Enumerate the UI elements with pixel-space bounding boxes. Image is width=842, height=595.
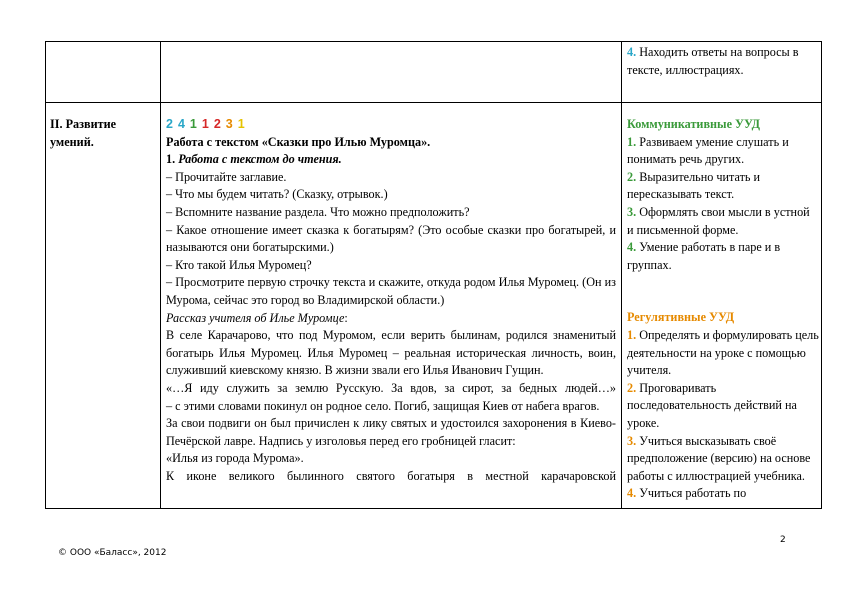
item-text: Проговаривать последовательность действий на уроке. <box>627 380 797 430</box>
regul-item <box>627 485 819 503</box>
digit: 1 <box>201 117 209 131</box>
item-text: Развиваем умение слушать и понимать речь других. <box>627 134 789 167</box>
lesson-content <box>166 116 616 485</box>
komm-item <box>627 239 819 274</box>
lesson-table <box>45 41 822 509</box>
digit: 2 <box>166 117 173 131</box>
komm-heading: Коммуникативные УУД <box>627 117 761 131</box>
question-line: – Просмотрите первую строчку текста и скажите, откуда родом Илья Муромец. (Он из Мурома, сейчас это город во Владимирской области.) <box>166 275 616 307</box>
item-number: 2. <box>627 169 637 184</box>
question-line: – Какое отношение имеет сказка к богатырям? (Это особые сказки про богатырей, и называются они богатырскими.) <box>166 222 616 255</box>
question-line: – Вспомните название раздела. Что можно предположить? <box>166 204 470 219</box>
item-number: 4. <box>627 45 637 59</box>
color-digit-row <box>166 116 616 134</box>
story-paragraph: «Илья из города Мурома». <box>166 451 304 466</box>
item-number: 2. <box>627 380 637 395</box>
uud-column <box>627 116 819 503</box>
digit: 4 <box>177 117 185 131</box>
page-number: 2 <box>780 535 786 545</box>
item-text: Учиться работать по <box>639 486 747 501</box>
table-bottom-border <box>45 508 822 509</box>
table-top-border <box>45 41 822 42</box>
komm-item <box>627 134 819 169</box>
story-colon: : <box>344 310 348 325</box>
item-text: Учиться высказывать своё предположение (версию) на основе работы с иллюстрацией учебника. <box>627 433 811 483</box>
story-heading: Рассказ учителя об Илье Муромце <box>166 310 345 325</box>
item-text: Умение работать в паре и в группах. <box>627 240 781 272</box>
column-divider-2 <box>621 41 622 509</box>
komm-item <box>627 204 819 239</box>
quote-line: «…Я иду служить за землю Русскую. За вдов, за сирот, за бедных людей…» <box>166 380 616 395</box>
digit: 2 <box>213 117 221 131</box>
digit: 1 <box>237 117 245 131</box>
item-text: Находить ответы на вопросы в тексте, иллюстрациях. <box>627 45 799 77</box>
item-text: Определять и формулировать цель деятельности на уроке с помощью учителя. <box>627 327 819 378</box>
question-line: – Кто такой Илья Муромец? <box>166 257 312 272</box>
column-divider-1 <box>160 41 161 509</box>
item-number: 4. <box>627 240 637 255</box>
regul-item <box>627 433 819 486</box>
item-number: 3. <box>627 433 637 448</box>
regul-item <box>627 380 819 433</box>
table-left-border <box>45 41 46 509</box>
item-text: Оформлять свои мысли в устной и письменной форме. <box>627 204 810 237</box>
item-number: 3. <box>627 204 637 219</box>
digit: 3 <box>225 117 233 131</box>
question-line: – Прочитайте заглавие. <box>166 169 287 184</box>
story-paragraph: – с этими словами покинул он родное село. Погиб, защищая Киев от набега врагов. <box>166 398 600 413</box>
section-heading: Работа с текстом «Сказки про Илью Муромца». <box>166 134 431 149</box>
item-number: 1. <box>627 327 637 342</box>
copyright-footer: © ООО «Баласс», 2012 <box>58 548 167 558</box>
row-divider <box>45 102 822 103</box>
sub-heading: Работа с текстом до чтения. <box>178 152 342 167</box>
komm-item <box>627 169 819 204</box>
spacer <box>627 274 819 309</box>
item-text: Выразительно читать и пересказывать текст. <box>627 169 761 202</box>
story-paragraph: За свои подвиги он был причислен к лику святых и удостоился захоронения в Киево-Печёрской лавре. Надпись у изголовья перед его гробницей гласит: <box>166 416 616 448</box>
regul-heading: Регулятивные УУД <box>627 310 735 325</box>
regul-item <box>627 327 819 380</box>
stage-title: II. Развитие умений. <box>50 117 117 149</box>
story-paragraph: К иконе великого былинного святого богатыря в местной карачаровской <box>166 468 616 483</box>
digit: 1 <box>189 117 197 131</box>
item-number: 4. <box>627 486 637 501</box>
story-paragraph: В селе Карачарово, что под Муромом, если верить былинам, родился знаменитый богатырь Илья Муромец. Илья Муромец – реальная историческая личность, воин, служивший киевскому князю. В жизни звали его Илья Иванович Гущин. <box>166 328 616 378</box>
question-line: – Что мы будем читать? (Сказку, отрывок.) <box>166 187 388 202</box>
table-right-border <box>821 41 822 509</box>
top-right-cell <box>627 44 817 79</box>
sub-number: 1. <box>166 152 176 167</box>
item-number: 1. <box>627 134 637 149</box>
